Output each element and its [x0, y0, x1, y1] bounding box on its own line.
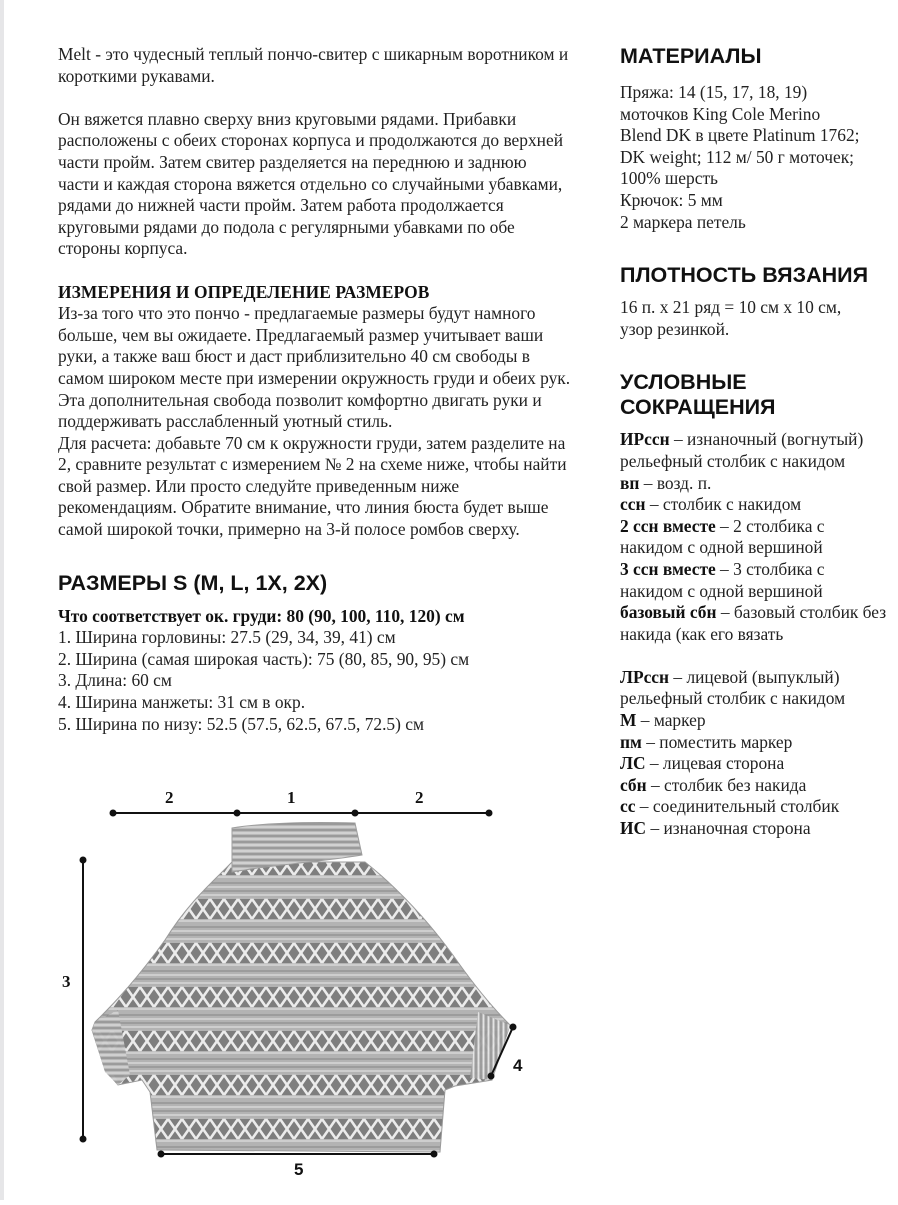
abbreviation-term: 2 ссн вместе — [620, 515, 716, 536]
intro-paragraph-1: Melt - это чудесный теплый пончо-свитер с шикарным воротником и короткими рукавами. — [58, 44, 569, 86]
abbreviation-term: М — [620, 710, 637, 731]
materials-line-4: DK weight; 112 м/ 50 г моточек; — [620, 146, 854, 167]
abbreviations-group-2 — [620, 667, 885, 840]
sweater-illustration — [0, 780, 560, 1200]
left-column — [58, 44, 578, 735]
measurements-paragraph-1: Из-за того что это пончо - предлагаемые размеры будут намного больше, чем вы ожидаете. Предлагаемый размер учитывает ваши руки, а также ваш бюст и даст приблизительно 40 см свободы в самом широком месте при измерении окружность груди и обеих рук. Эта дополнительная свобода позволит комфортно двигать руки и поддерживать расслабленный уютный стиль. — [58, 303, 571, 432]
gauge-title: ПЛОТНОСТЬ ВЯЗАНИЯ — [620, 263, 869, 288]
abbreviation-item — [620, 602, 895, 645]
measurements-paragraph-2: Для расчета: добавьте 70 см к окружности груди, затем разделите на 2, сравните результат с измерением № 2 на схеме ниже, чтобы найти свой размер. Или просто следуйте приведенным ниже рекомендациям. Обратите внимание, что линия бюста будет выше самой широкой точки, примерно на 3-й полосе ромбов сверху. — [58, 432, 567, 540]
abbreviation-term: ЛРссн — [620, 666, 670, 687]
dimension-label-top-center: 1 — [287, 788, 296, 807]
abbreviation-item — [620, 818, 885, 840]
intro-paragraph-2: Он вяжется плавно сверху вниз круговыми рядами. Прибавки расположены с обеих сторонах корпуса и продолжаются до верхней части пройм. Затем свитер разделяется на переднюю и заднюю части и каждая сторона вяжется отдельно со случайными убавками, рядами до нижней части пройм. Затем работа продолжается круговыми рядами до подола с регулярными убавками по обе стороны корпуса. — [58, 108, 563, 259]
abbreviation-item — [620, 494, 885, 516]
abbreviation-definition: – соединительный столбик — [635, 796, 840, 817]
abbreviation-definition: – поместить маркер — [641, 731, 793, 752]
materials-title: МАТЕРИАЛЫ — [620, 44, 762, 68]
abbreviation-term: ссн — [620, 494, 646, 515]
abbreviation-term: сс — [620, 796, 636, 817]
abbreviation-definition: – возд. п. — [639, 472, 712, 493]
sweater-body — [92, 862, 510, 1152]
abbreviation-definition: – лицевой (выпуклый) рельефный столбик с накидом — [620, 666, 846, 709]
abbreviation-item — [620, 796, 885, 818]
right-column — [620, 44, 895, 840]
abbreviation-definition: – изнаночный (вогнутый) рельефный столбик с накидом — [620, 429, 864, 471]
abbreviation-term: сбн — [620, 774, 647, 795]
abbreviations-title-line-1: УСЛОВНЫЕ — [620, 370, 747, 395]
measurements-title: ИЗМЕРЕНИЯ И ОПРЕДЕЛЕНИЕ РАЗМЕРОВ — [58, 281, 430, 302]
size-item-5: 5. Ширина по низу: 52.5 (57.5, 62.5, 67.5, 72.5) см — [58, 713, 424, 734]
abbreviation-item — [620, 559, 885, 602]
materials-line-3: Blend DK в цвете Platinum 1762; — [620, 125, 860, 146]
abbreviation-item — [620, 516, 885, 559]
sizes-title: РАЗМЕРЫ S (M, L, 1X, 2X) — [58, 570, 328, 595]
gauge-text: 16 п. х 21 ряд = 10 см х 10 см, узор резинкой. — [620, 297, 842, 339]
abbreviation-item — [620, 667, 885, 710]
abbreviation-definition: – базовый столбик без накида (как его вязать — [620, 602, 887, 644]
sizes-bust-line: Что соответствует ок. груди: 80 (90, 100, 110, 120) см — [58, 605, 465, 626]
abbreviation-term: базовый сбн — [620, 602, 717, 623]
materials-line-6: Крючок: 5 мм — [620, 189, 723, 210]
abbreviation-item — [620, 473, 885, 495]
size-item-2: 2. Ширина (самая широкая часть): 75 (80, 85, 90, 95) см — [58, 648, 470, 669]
abbreviations-title-line-2: СОКРАЩЕНИЯ — [620, 395, 776, 420]
materials-line-2: моточков King Cole Merino — [620, 103, 821, 124]
abbreviation-definition: – 2 столбика с накидом с одной вершиной — [620, 515, 825, 558]
abbreviation-definition: – столбик с накидом — [645, 494, 802, 515]
abbreviation-term: ИС — [620, 818, 647, 839]
abbreviation-definition: – изнаночная сторона — [646, 818, 811, 839]
size-item-4: 4. Ширина манжеты: 31 см в окр. — [58, 692, 306, 713]
dimension-label-bottom: 5 — [294, 1160, 304, 1179]
abbreviation-term: вп — [620, 472, 640, 493]
abbreviation-term: ИРссн — [620, 429, 670, 450]
abbreviation-term: ЛС — [620, 753, 646, 774]
abbreviation-term: 3 ссн вместе — [620, 558, 716, 579]
materials-line-1: Пряжа: 14 (15, 17, 18, 19) — [620, 82, 808, 102]
sweater-schematic — [0, 780, 560, 1200]
size-item-3: 3. Длина: 60 см — [58, 670, 172, 691]
dimension-label-top-right: 2 — [415, 788, 424, 807]
dimension-label-top-left: 2 — [165, 788, 174, 807]
abbreviation-item — [620, 732, 885, 754]
materials-line-5: 100% шерсть — [620, 168, 718, 189]
abbreviation-item — [620, 775, 885, 797]
dimension-label-cuff: 4 — [513, 1056, 523, 1075]
abbreviation-definition: – лицевая сторона — [645, 753, 785, 774]
abbreviation-definition: – 3 столбика с накидом с одной вершиной — [620, 558, 825, 601]
abbreviation-definition: – маркер — [636, 710, 706, 731]
abbreviation-definition: – столбик без накида — [646, 774, 807, 795]
dimension-label-length: 3 — [62, 972, 71, 991]
materials-line-7: 2 маркера петель — [620, 211, 746, 232]
abbreviation-term: пм — [620, 731, 642, 752]
abbreviation-item — [620, 710, 885, 732]
abbreviations-group-1 — [620, 429, 885, 645]
abbreviation-item — [620, 753, 885, 775]
abbreviation-item — [620, 429, 885, 472]
size-item-1: 1. Ширина горловины: 27.5 (29, 34, 39, 41) см — [58, 627, 396, 648]
